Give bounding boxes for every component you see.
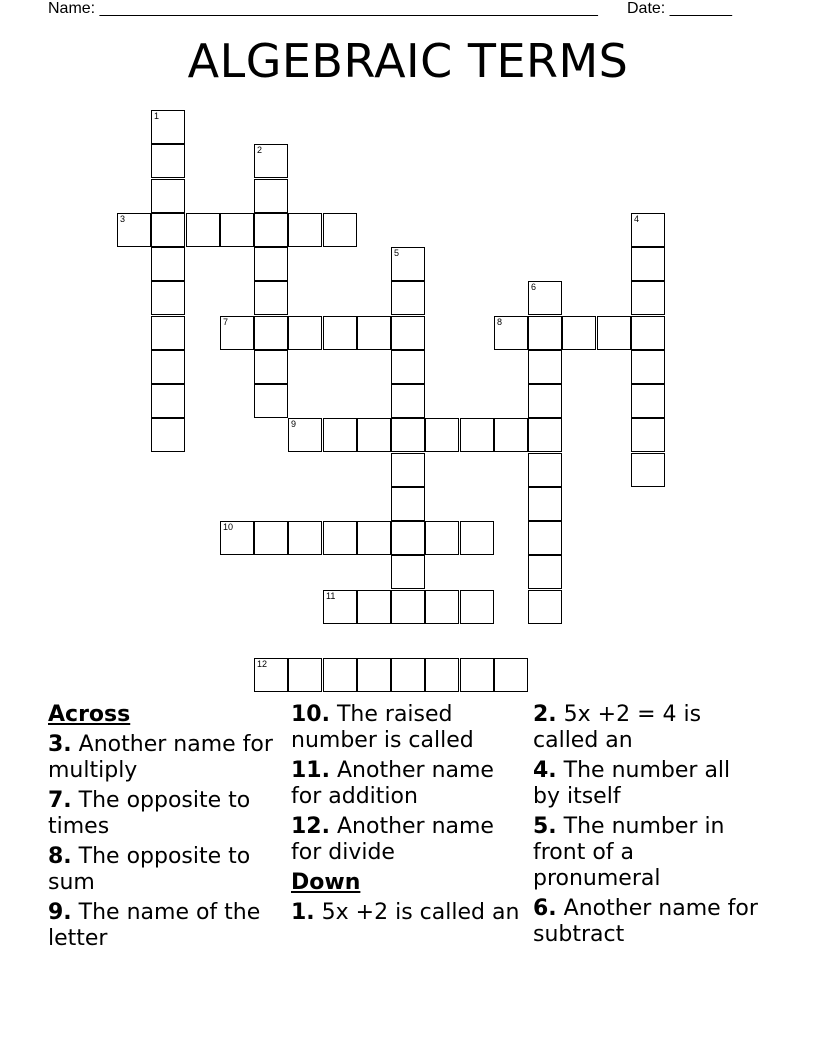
clue-down-1 — [291, 900, 521, 926]
grid-cell[interactable] — [494, 658, 528, 692]
cell-number: 8 — [497, 317, 503, 327]
grid-cell[interactable] — [220, 316, 254, 350]
clue-number: 5. — [533, 814, 557, 839]
grid-cell[interactable] — [357, 316, 391, 350]
grid-cell[interactable] — [528, 350, 562, 384]
clue-column-1 — [48, 702, 278, 956]
grid-cell[interactable] — [631, 453, 665, 487]
grid-cell[interactable] — [220, 213, 254, 247]
grid-cell[interactable] — [254, 521, 288, 555]
grid-cell[interactable] — [460, 658, 494, 692]
grid-cell[interactable] — [288, 418, 322, 452]
grid-cell[interactable] — [528, 555, 562, 589]
date-field-label: Date: _______ — [627, 0, 732, 17]
grid-cell[interactable] — [391, 418, 425, 452]
name-field-label: Name: ________________________________________________________ — [48, 0, 598, 17]
clue-column-3 — [533, 702, 763, 952]
cell-number: 12 — [257, 659, 268, 669]
grid-cell[interactable] — [391, 247, 425, 281]
grid-cell[interactable] — [357, 590, 391, 624]
grid-cell[interactable] — [494, 418, 528, 452]
clue-text: The number all by itself — [533, 758, 731, 809]
grid-cell[interactable] — [254, 144, 288, 178]
clue-text: The raised number is called — [291, 702, 474, 753]
grid-cell[interactable] — [151, 316, 185, 350]
cell-number: 2 — [257, 145, 263, 155]
cell-number: 6 — [531, 282, 537, 292]
grid-cell[interactable] — [528, 316, 562, 350]
grid-cell[interactable] — [151, 418, 185, 452]
grid-cell[interactable] — [562, 316, 596, 350]
clue-text: The number in front of a pronumeral — [533, 814, 725, 891]
grid-cell[interactable] — [391, 590, 425, 624]
grid-cell[interactable] — [425, 590, 459, 624]
grid-cell[interactable] — [254, 179, 288, 213]
clue-across-11 — [291, 758, 521, 810]
cell-number: 3 — [120, 214, 126, 224]
grid-cell[interactable] — [323, 521, 357, 555]
grid-cell[interactable] — [494, 316, 528, 350]
clue-across-9 — [48, 900, 278, 952]
grid-cell[interactable] — [357, 521, 391, 555]
grid-cell[interactable] — [631, 213, 665, 247]
grid-cell[interactable] — [323, 316, 357, 350]
grid-cell[interactable] — [151, 110, 185, 144]
grid-cell[interactable] — [425, 658, 459, 692]
grid-cell[interactable] — [254, 658, 288, 692]
grid-cell[interactable] — [186, 213, 220, 247]
grid-cell[interactable] — [528, 418, 562, 452]
grid-cell[interactable] — [391, 281, 425, 315]
clue-number: 3. — [48, 732, 72, 757]
grid-cell[interactable] — [597, 316, 631, 350]
grid-cell[interactable] — [254, 350, 288, 384]
clue-number: 7. — [48, 788, 72, 813]
clue-down-4 — [533, 758, 763, 810]
grid-cell[interactable] — [391, 521, 425, 555]
grid-cell[interactable] — [254, 281, 288, 315]
grid-cell[interactable] — [425, 418, 459, 452]
cell-number: 11 — [326, 591, 336, 601]
grid-cell[interactable] — [391, 316, 425, 350]
clue-text: The name of the letter — [48, 900, 261, 951]
grid-cell[interactable] — [151, 144, 185, 178]
grid-cell[interactable] — [631, 384, 665, 418]
cell-number: 7 — [223, 317, 229, 327]
clue-number: 8. — [48, 844, 72, 869]
grid-cell[interactable] — [323, 658, 357, 692]
grid-cell[interactable] — [460, 521, 494, 555]
cell-number: 9 — [291, 419, 297, 429]
grid-cell[interactable] — [391, 350, 425, 384]
clue-number: 6. — [533, 896, 557, 921]
grid-cell[interactable] — [254, 316, 288, 350]
clue-number: 9. — [48, 900, 72, 925]
grid-cell[interactable] — [288, 521, 322, 555]
grid-cell[interactable] — [391, 487, 425, 521]
grid-cell[interactable] — [151, 213, 185, 247]
clue-down-5 — [533, 814, 763, 892]
clue-number: 4. — [533, 758, 557, 783]
grid-cell[interactable] — [391, 453, 425, 487]
clue-number: 2. — [533, 702, 557, 727]
clue-column-2 — [291, 702, 521, 930]
grid-cell[interactable] — [117, 213, 151, 247]
grid-cell[interactable] — [151, 247, 185, 281]
grid-cell[interactable] — [254, 213, 288, 247]
clue-text: Another name for subtract — [533, 896, 758, 947]
grid-cell[interactable] — [254, 384, 288, 418]
grid-cell[interactable] — [151, 384, 185, 418]
grid-cell[interactable] — [288, 316, 322, 350]
cell-number: 4 — [634, 214, 640, 224]
grid-cell[interactable] — [151, 281, 185, 315]
clue-text: The opposite to times — [48, 788, 251, 839]
clue-text: Another name for multiply — [48, 732, 273, 783]
grid-cell[interactable] — [151, 179, 185, 213]
grid-cell[interactable] — [357, 658, 391, 692]
clue-number: 11. — [291, 758, 330, 783]
clue-across-3 — [48, 732, 278, 784]
clue-number: 1. — [291, 900, 315, 925]
grid-cell[interactable] — [357, 418, 391, 452]
clue-number: 12. — [291, 814, 330, 839]
grid-cell[interactable] — [220, 521, 254, 555]
grid-cell[interactable] — [288, 658, 322, 692]
grid-cell[interactable] — [391, 555, 425, 589]
grid-cell[interactable] — [254, 247, 288, 281]
grid-cell[interactable] — [528, 521, 562, 555]
clue-across-10 — [291, 702, 521, 754]
grid-cell[interactable] — [425, 521, 459, 555]
grid-cell[interactable] — [323, 418, 357, 452]
clue-down-6 — [533, 896, 763, 948]
grid-cell[interactable] — [460, 418, 494, 452]
grid-cell[interactable] — [528, 453, 562, 487]
grid-cell[interactable] — [631, 247, 665, 281]
clue-down-2 — [533, 702, 763, 754]
cell-number: 1 — [154, 111, 160, 121]
grid-cell[interactable] — [631, 281, 665, 315]
grid-cell[interactable] — [460, 590, 494, 624]
clue-across-7 — [48, 788, 278, 840]
grid-cell[interactable] — [391, 384, 425, 418]
grid-cell[interactable] — [528, 487, 562, 521]
grid-cell[interactable] — [151, 350, 185, 384]
grid-cell[interactable] — [323, 213, 357, 247]
grid-cell[interactable] — [631, 350, 665, 384]
down-heading: Down — [291, 870, 361, 895]
grid-cell[interactable] — [528, 384, 562, 418]
cell-number: 10 — [223, 522, 234, 532]
clue-text: 5x +2 = 4 is called an — [533, 702, 702, 753]
grid-cell[interactable] — [323, 590, 357, 624]
clue-text: Another name for addition — [291, 758, 494, 809]
clue-text: 5x +2 is called an — [321, 900, 520, 925]
page-title: ALGEBRAIC TERMS — [187, 34, 629, 88]
clue-across-8 — [48, 844, 278, 896]
grid-cell[interactable] — [631, 316, 665, 350]
clue-number: 10. — [291, 702, 330, 727]
clue-across-12 — [291, 814, 521, 866]
clue-text: The opposite to sum — [48, 844, 251, 895]
grid-cell[interactable] — [391, 658, 425, 692]
grid-cell[interactable] — [288, 213, 322, 247]
across-heading: Across — [48, 702, 131, 727]
clue-text: Another name for divide — [291, 814, 494, 865]
grid-cell[interactable] — [528, 590, 562, 624]
cell-number: 5 — [394, 248, 400, 258]
grid-cell[interactable] — [528, 281, 562, 315]
grid-cell[interactable] — [631, 418, 665, 452]
